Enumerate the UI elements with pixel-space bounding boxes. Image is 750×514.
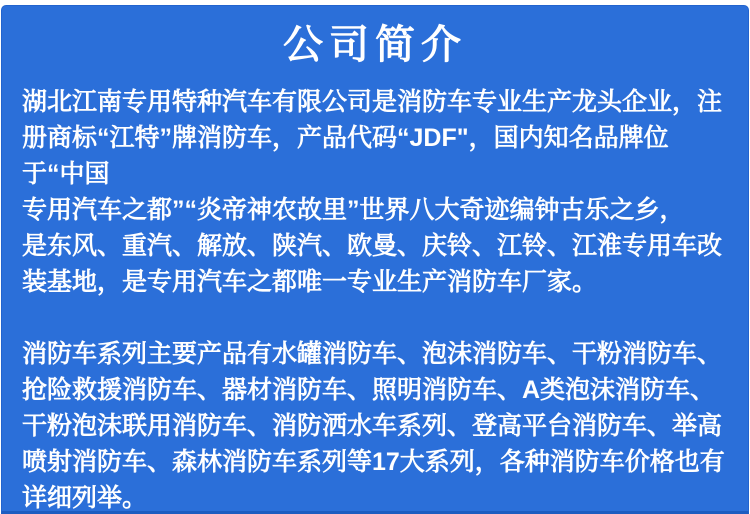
paragraph-line: 装基地，是专用汽车之都唯一专业生产消防车厂家。 bbox=[22, 268, 598, 296]
paragraph-line: 抢险救援消防车、器材消防车、照明消防车、A类泡沫消防车、 bbox=[22, 376, 716, 404]
page-title: 公司简介 bbox=[283, 23, 467, 67]
paragraph-line: 干粉泡沫联用消防车、消防洒水车系列、登高平台消防车、举高 bbox=[22, 412, 723, 440]
paragraph-line: 册商标“江特”牌消防车，产品代码“JDF"，国内知名品牌位 bbox=[22, 124, 669, 152]
paragraph-line: 湖北江南专用特种汽车有限公司是消防车专业生产龙头企业，注 bbox=[22, 88, 723, 116]
paragraph-line: 专用汽车之都”“炎帝神农故里”世界八大奇迹编钟古乐之乡， bbox=[22, 196, 685, 224]
paragraph-line: 是东风、重汽、解放、陕汽、欧曼、庆铃、江铃、江淮专用车改 bbox=[22, 232, 723, 260]
paragraph-line: 消防车系列主要产品有水罐消防车、泡沫消防车、干粉消防车、 bbox=[22, 340, 723, 368]
paragraph-line: 于“中国 bbox=[22, 160, 110, 188]
paragraph-line: 喷射消防车、森林消防车系列等17大系列，各种消防车价格也有 bbox=[22, 448, 725, 476]
paragraph-line: 详细列举。 bbox=[22, 484, 148, 512]
intro-paragraph-2 bbox=[2, 336, 748, 514]
intro-paragraph-1 bbox=[2, 84, 748, 300]
company-intro-panel bbox=[1, 5, 749, 514]
